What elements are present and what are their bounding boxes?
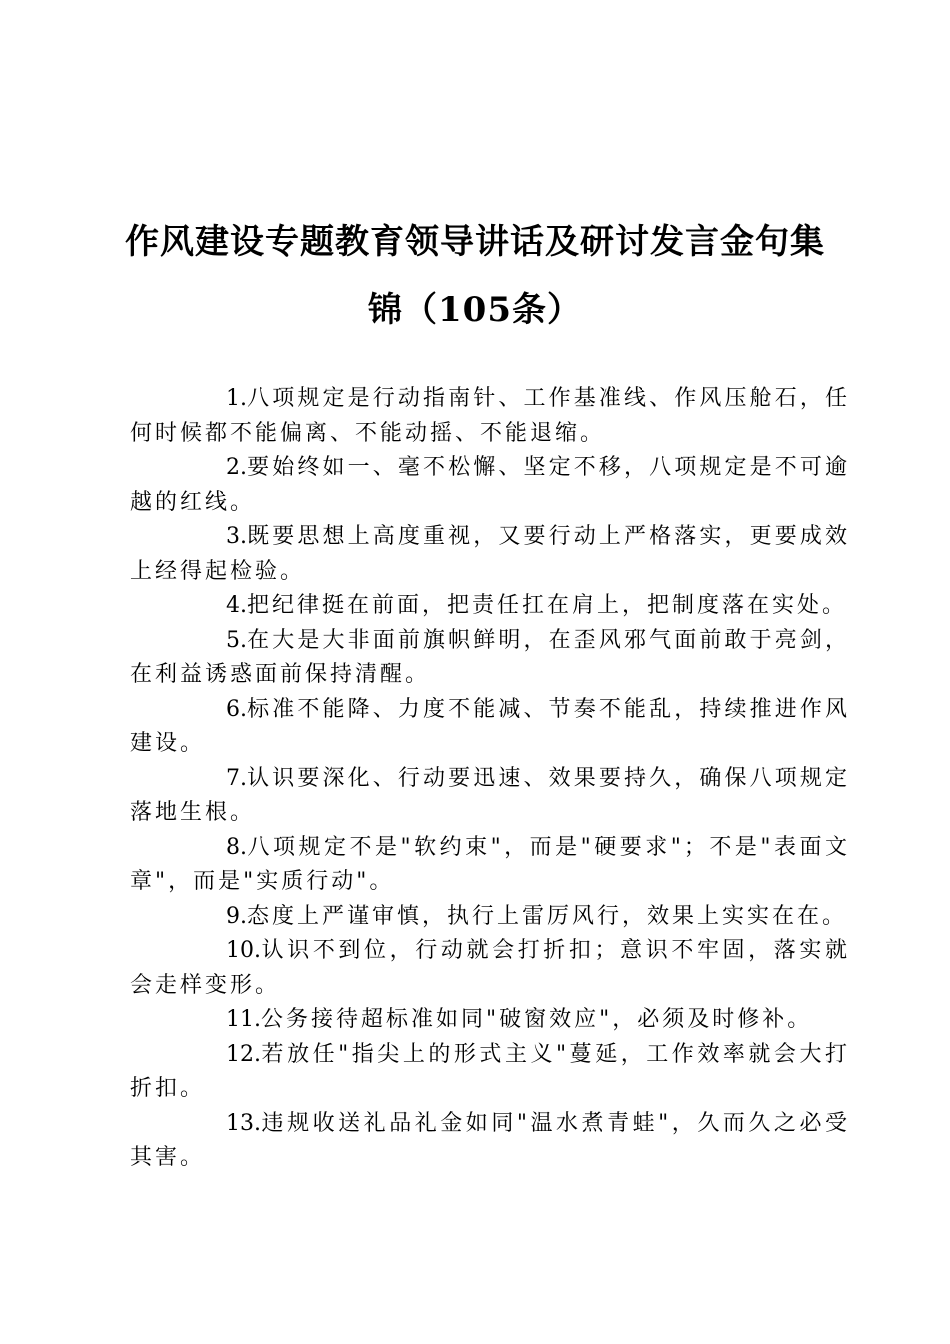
item-number: 2. <box>226 455 247 480</box>
item-number: 6. <box>226 696 247 722</box>
list-item <box>130 520 850 589</box>
item-number: 11. <box>226 1007 261 1032</box>
item-number: 4. <box>226 593 247 618</box>
item-text: 八项规定是行动指南针、工作基准线、作风压舱石，任何时候都不能偏离、不能动摇、不能退缩。 <box>130 386 850 446</box>
item-number: 8. <box>226 834 247 860</box>
document-title-line-1: 作风建设专题教育领导讲话及研讨发言金句集 <box>125 222 825 262</box>
item-text: 要始终如一、毫不松懈、坚定不移，八项规定是不可逾越的红线。 <box>130 455 850 515</box>
item-text: 态度上严谨审慎，执行上雷厉风行，效果上实实在在。 <box>247 903 848 929</box>
item-number: 13. <box>226 1110 261 1136</box>
quote-list <box>130 382 850 1176</box>
list-item <box>130 693 850 762</box>
item-text: 公务接待超标准如同"破窗效应"，必须及时修补。 <box>261 1007 813 1032</box>
item-text: 认识不到位，行动就会打折扣；意识不牢固，落实就会走样变形。 <box>130 938 850 998</box>
list-item <box>130 624 850 693</box>
item-number: 7. <box>226 765 247 791</box>
item-text: 把纪律挺在前面，把责任扛在肩上，把制度落在实处。 <box>247 593 848 618</box>
item-text: 在大是大非面前旗帜鲜明，在歪风邪气面前敢于亮剑，在利益诱惑面前保持清醒。 <box>130 627 850 687</box>
item-text: 标准不能降、力度不能减、节奏不能乱，持续推进作风建设。 <box>130 696 850 756</box>
item-number: 3. <box>226 524 247 549</box>
item-text: 若放任"指尖上的形式主义"蔓延，工作效率就会大打折扣。 <box>130 1041 850 1101</box>
list-item <box>130 382 850 451</box>
list-item <box>130 900 850 935</box>
item-number: 12. <box>226 1041 261 1067</box>
item-number: 9. <box>226 903 247 929</box>
item-text: 八项规定不是"软约束"，而是"硬要求"；不是"表面文章"，而是"实质行动"。 <box>130 834 850 894</box>
item-text: 既要思想上高度重视，又要行动上严格落实，更要成效上经得起检验。 <box>130 524 850 584</box>
list-item <box>130 762 850 831</box>
item-number: 5. <box>226 627 247 653</box>
item-text: 违规收送礼品礼金如同"温水煮青蛙"，久而久之必受其害。 <box>130 1110 850 1170</box>
list-item <box>130 1107 850 1176</box>
list-item <box>130 1038 850 1107</box>
list-item <box>130 451 850 520</box>
list-item <box>130 934 850 1003</box>
item-number: 1. <box>226 386 247 411</box>
item-text: 认识要深化、行动要迅速、效果要持久，确保八项规定落地生根。 <box>130 765 850 825</box>
list-item <box>130 1003 850 1038</box>
list-item <box>130 589 850 624</box>
item-number: 10. <box>226 938 261 963</box>
document-title-line-2: 锦（105条） <box>368 290 582 330</box>
list-item <box>130 831 850 900</box>
